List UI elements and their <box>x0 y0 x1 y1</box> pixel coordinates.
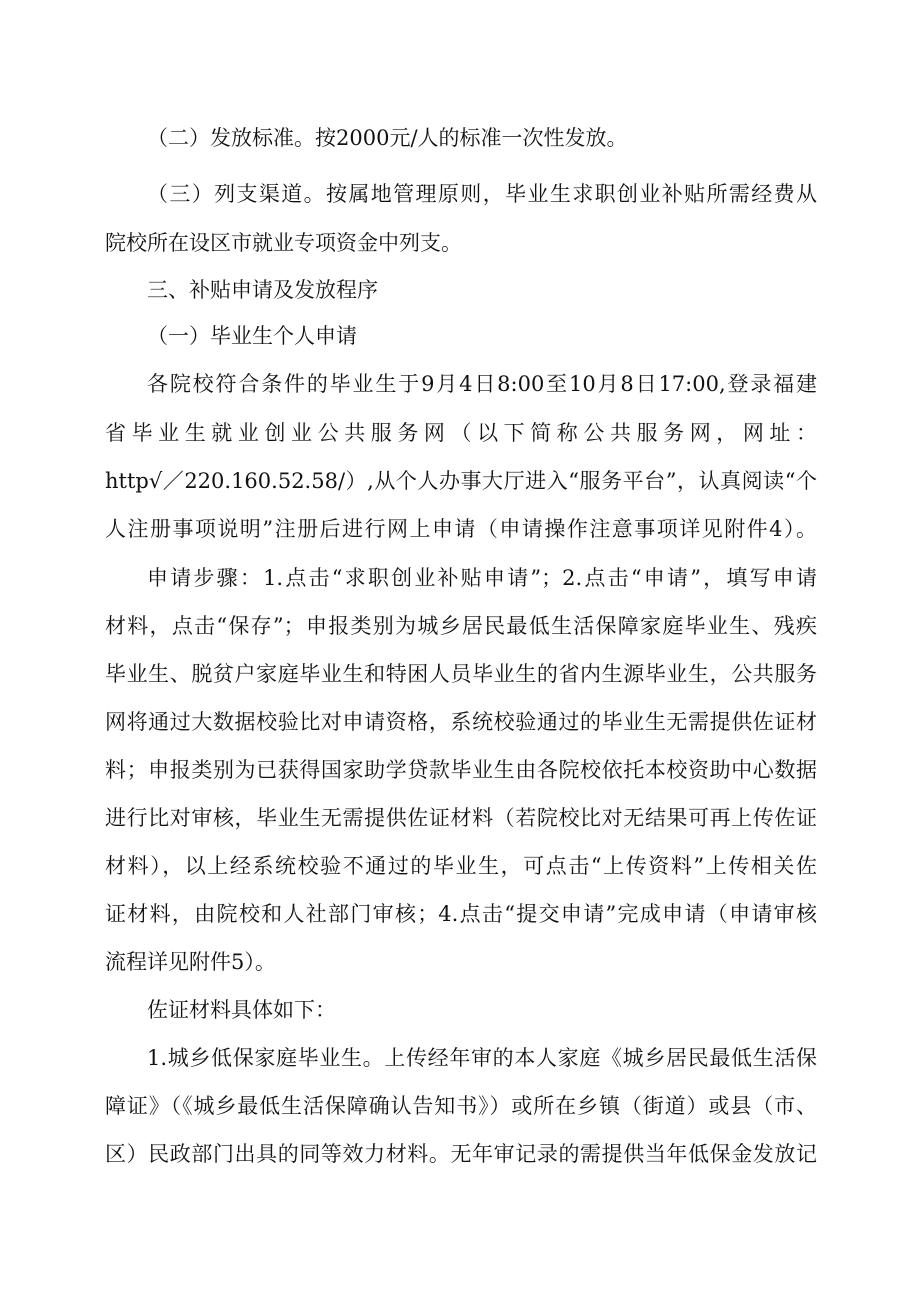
paragraph-line: 证材料，由院校和人社部门审核；4.点击“提交申请”完成申请（申请审核 <box>105 902 817 926</box>
paragraph-line: 材料），以上经系统校验不通过的毕业生，可点击“上传资料”上传相关佐 <box>105 854 817 878</box>
section-heading: 三、补贴申请及发放程序 <box>147 278 378 302</box>
paragraph-line: 人注册事项说明”注册后进行网上申请（申请操作注意事项详见附件4）。 <box>105 517 817 541</box>
paragraph-line: 流程详见附件5）。 <box>105 950 276 974</box>
paragraph-line: 网将通过大数据校验比对申请资格，系统校验通过的毕业生无需提供佐证材 <box>105 710 817 734</box>
paragraph-line: 省毕业生就业创业公共服务网（以下简称公共服务网，网址： <box>105 421 817 445</box>
paragraph-line: 佐证材料具体如下： <box>147 998 336 1022</box>
subsection-heading: （一）毕业生个人申请 <box>147 324 357 348</box>
paragraph-line: 院校所在设区市就业专项资金中列支。 <box>105 231 462 255</box>
paragraph-line: 区）民政部门出具的同等效力材料。无年审记录的需提供当年低保金发放记 <box>105 1142 817 1166</box>
paragraph-line: 障证》（《城乡最低生活保障确认告知书》）或所在乡镇（街道）或县（市、 <box>105 1094 817 1118</box>
paragraph-line: 各院校符合条件的毕业生于9月4日8:00至10月8日17:00,登录福建 <box>147 372 817 396</box>
paragraph-line: 料；申报类别为已获得国家助学贷款毕业生由各院校依托本校资助中心数据 <box>105 758 817 782</box>
paragraph-line: 1.城乡低保家庭毕业生。上传经年审的本人家庭《城乡居民最低生活保 <box>147 1046 817 1070</box>
paragraph-line: 进行比对审核，毕业生无需提供佐证材料（若院校比对无结果可再上传佐证 <box>105 806 817 830</box>
paragraph-line: 材料，点击“保存”；申报类别为城乡居民最低生活保障家庭毕业生、残疾 <box>105 614 817 638</box>
paragraph-line: 毕业生、脱贫户家庭毕业生和特困人员毕业生的省内生源毕业生，公共服务 <box>105 662 817 686</box>
paragraph-line: （三）列支渠道。按属地管理原则，毕业生求职创业补贴所需经费从 <box>147 182 817 206</box>
paragraph-line: 申请步骤：1.点击“求职创业补贴申请”；2.点击“申请”，填写申请 <box>147 566 817 590</box>
paragraph-line: http√／220.160.52.58/）,从个人办事大厅进入“服务平台”，认真阅读“个 <box>105 469 817 493</box>
paragraph-line: （二）发放标准。按2000元/人的标准一次性发放。 <box>147 126 628 150</box>
